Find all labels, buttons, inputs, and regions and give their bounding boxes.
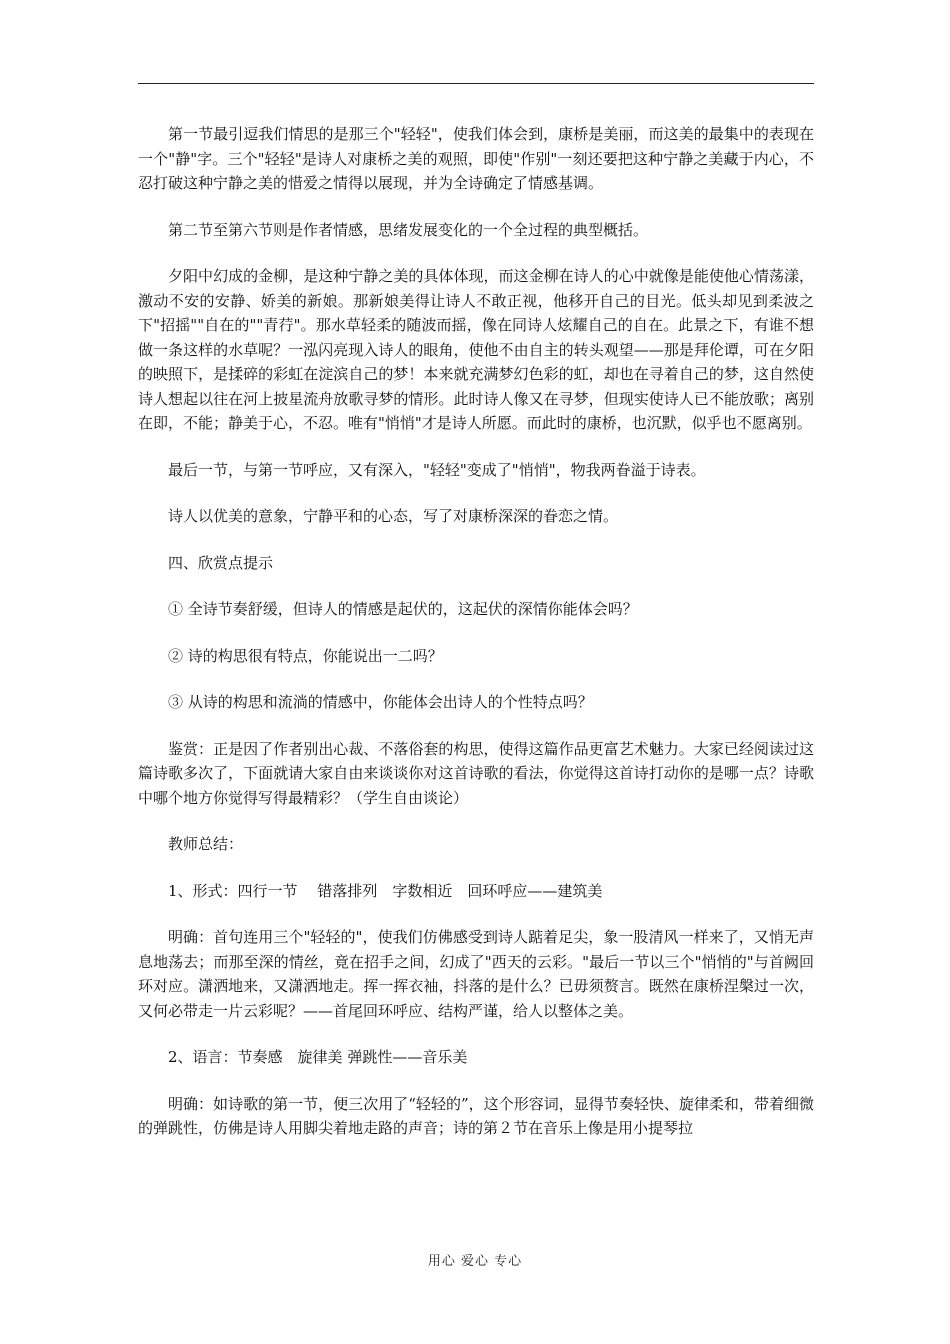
teacher-summary-heading: 教师总结： xyxy=(168,835,244,853)
page-footer: 用心 爱心 专心 xyxy=(427,1254,523,1269)
summary-language: 2、语言：节奏感 旋律美 弹跳性——音乐美 xyxy=(168,1048,468,1066)
section-heading-appreciation: 四、欣赏点提示 xyxy=(168,553,274,572)
paragraph-4: 最后一节，与第一节呼应，又有深入，"轻轻"变成了"悄悄"，物我两眷溢于诗表。 xyxy=(168,460,706,479)
document-body xyxy=(138,122,814,1163)
summary-form: 1、形式：四行一节 错落排列 字数相近 回环呼应——建筑美 xyxy=(168,881,603,900)
header-rule xyxy=(138,83,814,84)
question-1: ① 全诗节奏舒缓，但诗人的情感是起伏的，这起伏的深情你能体会吗？ xyxy=(168,600,638,618)
paragraph-form-explanation: 明确：首句连用三个"轻轻的"，使我们仿佛感受到诗人踮着足尖，象一股清风一样来了，又悄无声息地荡去；而那至深的情丝，竟在招手之间，幻成了"西天的云彩。"最后一节以三个"悄悄的"与首阙回环对应。潇洒地来，又潇洒地走。挥一挥衣袖，抖落的是什么？已毋须赘言。既然在康桥涅槃过一次，又何必带走一片云彩呢？——首尾回环呼应、结构严谨，给人以整体之美。 xyxy=(138,928,814,1020)
question-3: ③ 从诗的构思和流淌的情感中，你能体会出诗人的个性特点吗？ xyxy=(168,693,593,711)
paragraph-language-explanation: 明确：如诗歌的第一节，便三次用了“轻轻的”，这个形容词，显得节奏轻快、旋律柔和，带着细微的弹跳性，仿佛是诗人用脚尖着地走路的声音；诗的第２节在音乐上像是用小提琴拉 xyxy=(138,1094,814,1137)
question-2: ② 诗的构思很有特点，你能说出一二吗？ xyxy=(168,646,443,665)
paragraph-3: 夕阳中幻成的金柳，是这种宁静之美的具体体现，而这金柳在诗人的心中就像是能使他心情荡漾，激动不安的安静、娇美的新娘。那新娘美得让诗人不敢正视，他移开自己的目光。低头却见到柔波之下"招摇""自在的""青荇"。那水草轻柔的随波而摇，像在同诗人炫耀自己的自在。此景之下，有谁不想做一条这样的水草呢？一泓闪亮现入诗人的眼角，使他不由自主的转头观望——那是拜伦谭，可在夕阳的映照下，是揉碎的彩虹在淀滨自己的梦！本来就充满梦幻色彩的虹，却也在寻着自己的梦，这自然使诗人想起以往在河上披星流舟放歌寻梦的情形。此时诗人像又在寻梦，但现实使诗人已不能放歌；离别在即，不能；静美于心，不忍。唯有"悄悄"才是诗人所愿。而此时的康桥，也沉默，似乎也不愿离别。 xyxy=(138,267,814,432)
paragraph-1: 第一节最引逗我们情思的是那三个"轻轻"，使我们体会到，康桥是美丽，而这美的最集中的表现在一个"静"字。三个"轻轻"是诗人对康桥之美的观照，即使"作别"一刻还要把这种宁静之美藏于内心，不忍打破这种宁静之美的惜爱之情得以展现，并为全诗确定了情感基调。 xyxy=(138,125,814,192)
paragraph-2: 第二节至第六节则是作者情感，思绪发展变化的一个全过程的典型概括。 xyxy=(168,220,649,239)
paragraph-5: 诗人以优美的意象，宁静平和的心态，写了对康桥深深的眷恋之情。 xyxy=(168,507,619,525)
paragraph-appreciation: 鉴赏：正是因了作者别出心裁、不落俗套的构思，使得这篇作品更富艺术魅力。大家已经阅读过这篇诗歌多次了，下面就请大家自由来谈谈你对这首诗歌的看法，你觉得这首诗打动你的是哪一点？诗歌中哪个地方你觉得写得最精彩？（学生自由谈论） xyxy=(138,739,814,807)
